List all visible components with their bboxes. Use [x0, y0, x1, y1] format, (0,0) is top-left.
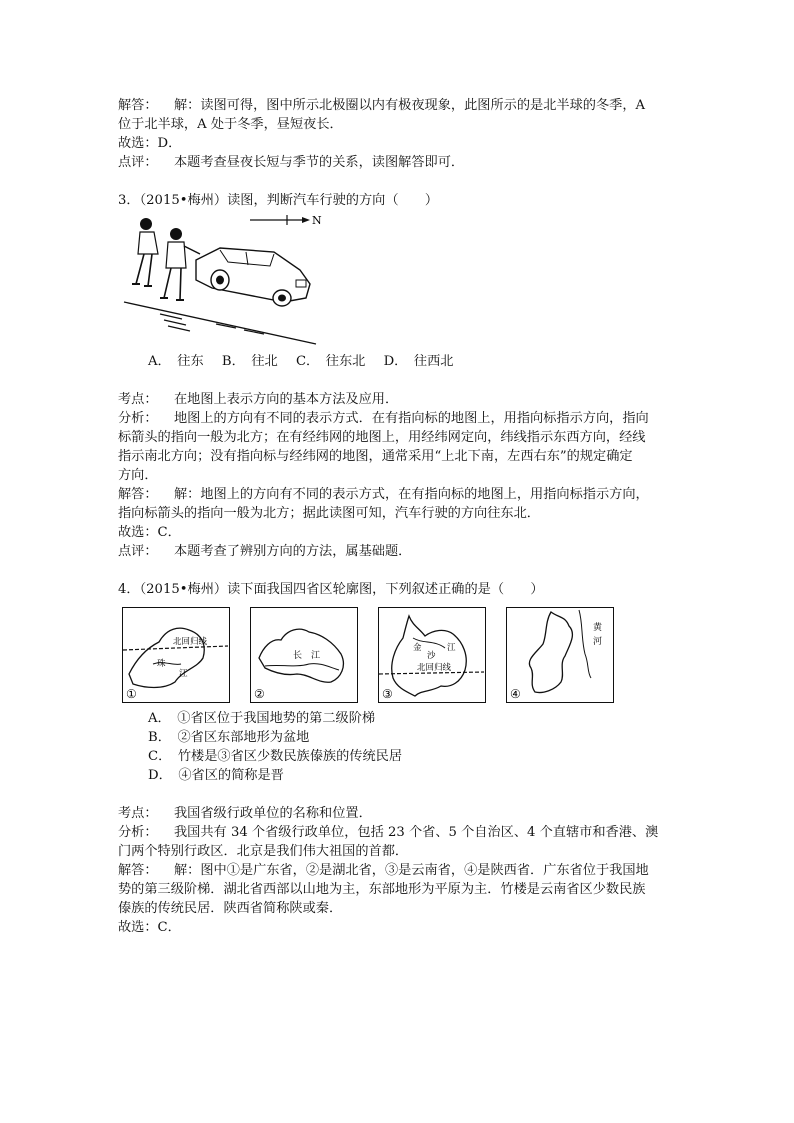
q3-jieda-line-1: 解：地图上的方向有不同的表示方式，在有指向标的地图上，用指向标指示方向，	[174, 487, 649, 502]
map1-label-jiang: 江	[179, 669, 188, 679]
q4-jieda-line-2: 势的第三级阶梯．湖北省西部以山地为主，东部地形为平原为主．竹楼是云南省区少数民族	[118, 882, 646, 897]
map4-label-he: 河	[593, 637, 603, 647]
map2-label-changjiang: 长 江	[293, 651, 321, 661]
q4-kaodian-row	[118, 804, 678, 823]
q4-kaodian-text: 我国省级行政单位的名称和位置．	[174, 806, 372, 821]
map1-number: ①	[126, 687, 137, 701]
q4-fenxi-line-2: 门两个特别行政区．北京是我们伟大祖国的首都．	[118, 844, 409, 859]
prev-comment-row	[118, 153, 678, 172]
car-illustration	[124, 214, 322, 346]
q4-jieda-row	[118, 861, 678, 880]
map3-label-jin: 金	[413, 643, 422, 653]
q3-comment-row	[118, 542, 678, 561]
map1-label-tropic: 北回归线	[173, 637, 208, 647]
map3-label-sha: 沙	[427, 651, 436, 661]
q4-choice: 故选：C．	[118, 920, 181, 935]
q3-stem: 3．（2015•梅州）读图，判断汽车行驶的方向（ ）	[118, 193, 439, 208]
person-boy-head	[170, 228, 182, 240]
q4-option-b[interactable]: B． ②省区东部地形为盆地	[148, 730, 310, 745]
map1-label-zhu: 珠	[157, 659, 166, 669]
north-label: N	[312, 214, 322, 227]
q3-kaodian-row	[118, 390, 678, 409]
q4-province-maps	[122, 607, 678, 703]
person-girl-head	[140, 218, 152, 230]
q3-fenxi-label: 分析：	[118, 411, 158, 426]
map3-number: ③	[382, 687, 393, 701]
q3-jieda-row	[118, 485, 678, 504]
q4-option-a[interactable]: A． ①省区位于我国地势的第二级阶梯	[148, 711, 376, 726]
q4-stem: 4．（2015•梅州）读下面我国四省区轮廓图，下列叙述正确的是（ ）	[118, 582, 544, 597]
north-arrow-head	[302, 217, 310, 223]
prev-answer-row	[118, 96, 678, 115]
province-map-1	[122, 607, 230, 703]
q3-fenxi-line-1: 地图上的方向有不同的表示方式．在有指向标的地图上，用指向标指示方向，指向	[174, 411, 649, 426]
map3-label-tropic: 北回归线	[417, 663, 452, 673]
q4-option-c[interactable]: C． 竹楼是③省区少数民族傣族的传统民居	[148, 749, 403, 764]
q4-option-d[interactable]: D． ④省区的简称是晋	[148, 768, 284, 783]
q3-options	[118, 352, 678, 371]
q4-fenxi-label: 分析：	[118, 825, 158, 840]
q3-jieda-line-2: 指向标箭头的指向一般为北方；据此读图可知，汽车行驶的方向往东北．	[118, 506, 540, 521]
map4-label-huang: 黄	[593, 623, 603, 633]
q3-kaodian-text: 在地图上表示方向的基本方法及应用．	[174, 392, 399, 407]
q3-option-a[interactable]: A． 往东	[148, 354, 204, 369]
document-page	[118, 96, 678, 937]
prev-comment-text: 本题考查昼夜长短与季节的关系，读图解答即可．	[174, 155, 465, 170]
q4-jieda-line-1: 解：图中①是广东省，②是湖北省，③是云南省，④是陕西省．广东省位于我国地	[174, 863, 649, 878]
q3-option-c[interactable]: C． 往东北	[295, 354, 366, 369]
map4-number: ④	[510, 687, 521, 701]
q3-option-d[interactable]: D． 往西北	[383, 354, 454, 369]
prev-choice: 故选：D．	[118, 136, 182, 151]
q3-fenxi-line-4: 方向．	[118, 468, 158, 483]
q4-fenxi-line-1: 我国共有 34 个省级行政单位，包括 23 个省、5 个自治区、4 个直辖市和香港、澳	[174, 825, 659, 840]
q4-kaodian-label: 考点：	[118, 806, 158, 821]
q3-fenxi-line-3: 指示南北方向；没有指向标与经纬网的地图，通常采用“上北下南，左西右东”的规定确定	[118, 449, 633, 464]
map2-number: ②	[254, 687, 265, 701]
province-map-3	[378, 607, 486, 703]
q4-jieda-line-3: 傣族的传统民居．陕西省简称陕或秦．	[118, 901, 343, 916]
q3-fenxi-row	[118, 409, 678, 428]
prev-answer-line-1: 解：读图可得，图中所示北极圈以内有极夜现象，此图所示的是北半球的冬季，A	[174, 98, 646, 113]
prev-comment-label: 点评：	[118, 155, 158, 170]
province-map-4	[506, 607, 614, 703]
q3-option-b[interactable]: B． 往北	[221, 354, 278, 369]
q3-choice: 故选：C．	[118, 525, 181, 540]
q3-comment-text: 本题考查了辨别方向的方法，属基础题．	[174, 544, 412, 559]
q3-jieda-label: 解答：	[118, 487, 158, 502]
q3-kaodian-label: 考点：	[118, 392, 158, 407]
province-map-2	[250, 607, 358, 703]
prev-answer-label: 解答：	[118, 98, 158, 113]
q3-comment-label: 点评：	[118, 544, 158, 559]
q4-fenxi-row	[118, 823, 678, 842]
q3-car-figure	[124, 214, 322, 346]
q4-jieda-label: 解答：	[118, 863, 158, 878]
map3-label-jiang: 江	[447, 643, 456, 653]
q3-fenxi-line-2: 标箭头的指向一般为北方；在有经纬网的地图上，用经纬网定向，纬线指示东西方向，经线	[118, 430, 646, 445]
prev-answer-line-2: 位于北半球，A 处于冬季，昼短夜长．	[118, 117, 343, 132]
